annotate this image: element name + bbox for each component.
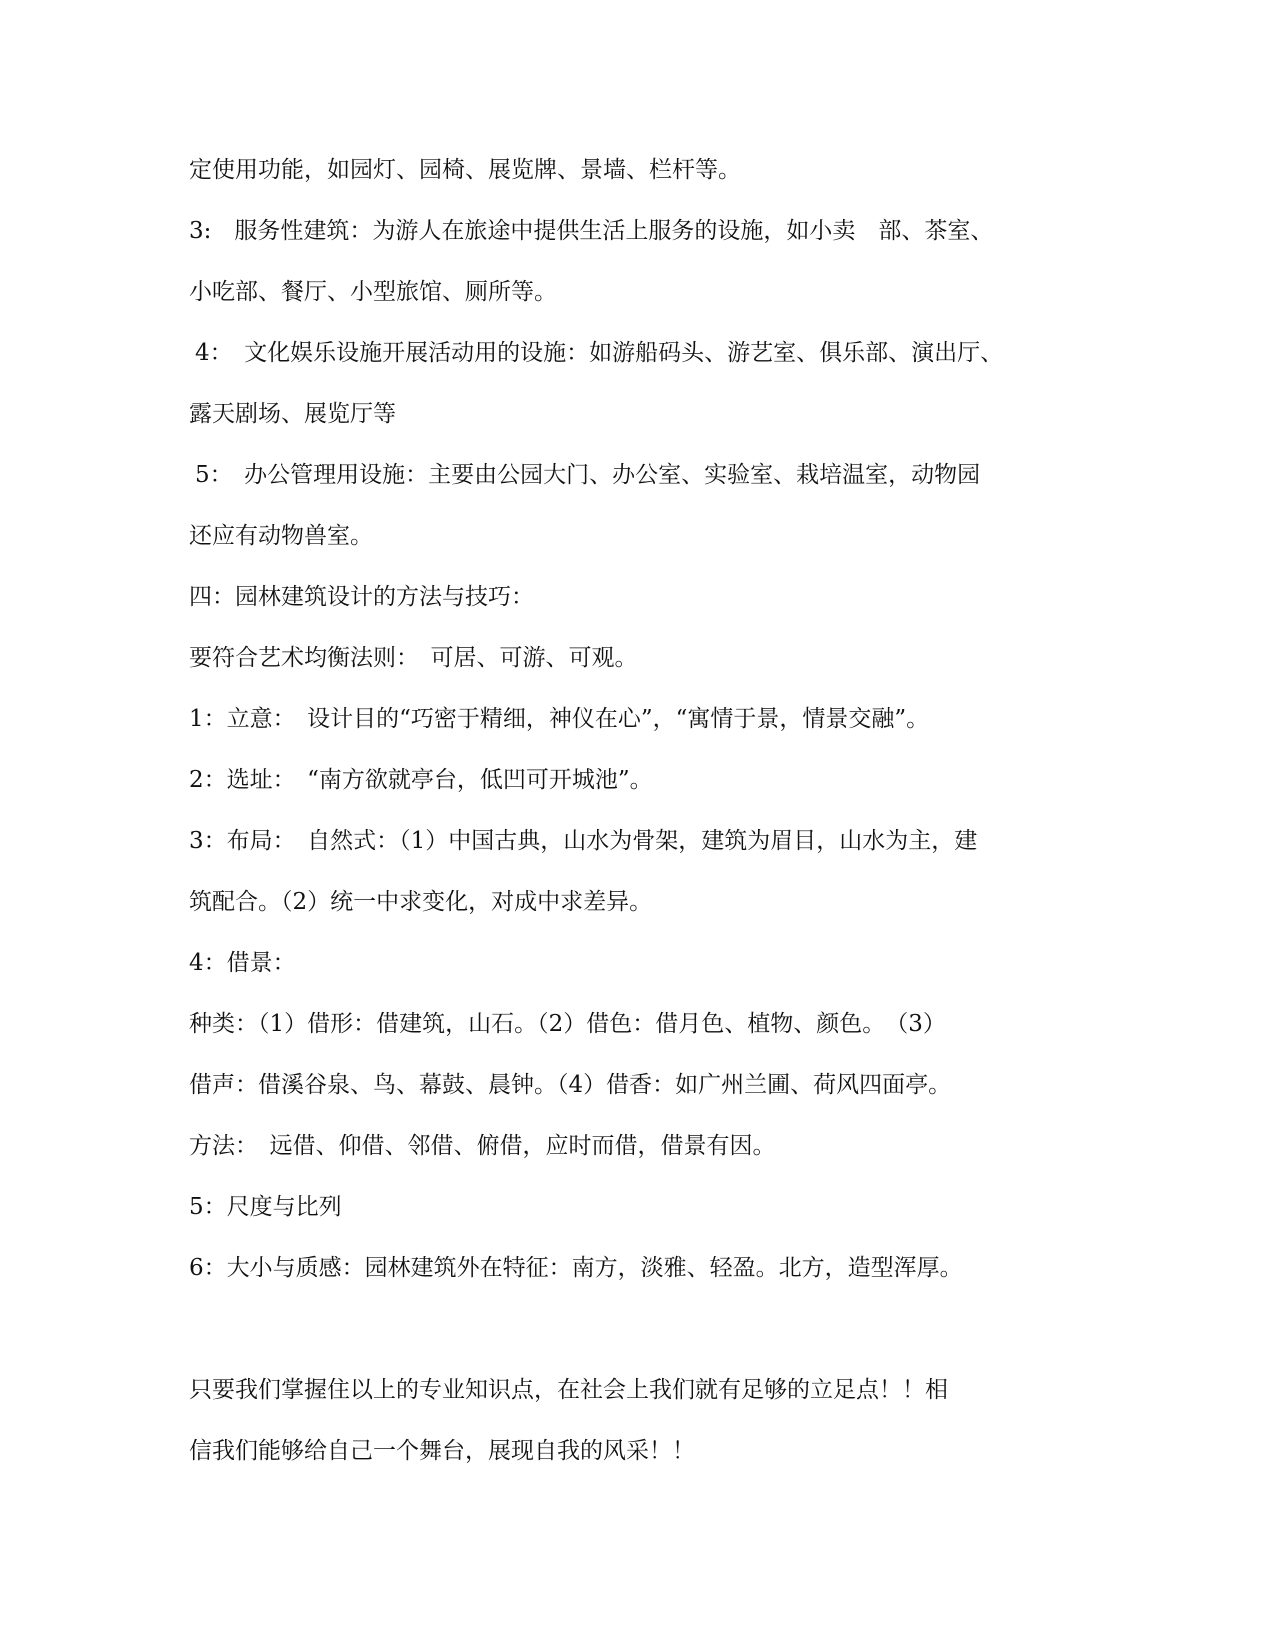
text-line: 3：布局： 自然式：（1）中国古典，山水为骨架，建筑为眉目，山水为主，建	[189, 828, 978, 854]
text-line: 3: 服务性建筑：为游人在旅途中提供生活上服务的设施，如小卖 部、茶室、	[189, 218, 994, 244]
text-line: 4： 文化娱乐设施开展活动用的设施：如游船码头、游艺室、俱乐部、演出厅、	[195, 340, 1004, 366]
text-line: 种类：（1）借形：借建筑，山石。（2）借色：借月色、植物、颜色。 （3）	[189, 1011, 946, 1037]
document-body	[189, 140, 1089, 1482]
text-line: 还应有动物兽室。	[189, 523, 373, 549]
text-line: 4：借景：	[189, 950, 296, 976]
closing-line: 只要我们掌握住以上的专业知识点，在社会上我们就有足够的立足点！！相	[189, 1377, 948, 1403]
text-line: 5： 办公管理用设施：主要由公园大门、办公室、实验室、栽培温室，动物园	[195, 462, 981, 488]
paragraph-spacer	[189, 1299, 1089, 1360]
text-line: 小吃部、餐厅、小型旅馆、厕所等。	[189, 279, 557, 305]
text-line: 定使用功能，如园灯、园椅、展览牌、景墙、栏杆等。	[189, 157, 741, 183]
closing-line: 信我们能够给自己一个舞台，展现自我的风采！！	[189, 1438, 695, 1464]
text-line: 6：大小与质感：园林建筑外在特征：南方，淡雅、轻盈。北方，造型浑厚。	[189, 1255, 963, 1281]
text-line: 筑配合。（2）统一中求变化，对成中求差异。	[189, 889, 653, 915]
text-line: 方法： 远借、仰借、邻借、俯借，应时而借，借景有因。	[189, 1133, 776, 1159]
text-line: 1：立意： 设计目的“巧密于精细，神仪在心”，“寓情于景，情景交融”。	[189, 706, 930, 732]
text-line: 露天剧场、展览厅等	[189, 401, 396, 427]
section-heading: 四：园林建筑设计的方法与技巧：	[189, 584, 534, 610]
text-line: 5：尺度与比列	[189, 1194, 342, 1220]
text-line: 要符合艺术均衡法则： 可居、可游、可观。	[189, 645, 638, 671]
text-line: 借声：借溪谷泉、鸟、幕鼓、晨钟。（4）借香：如广州兰圃、荷风四面亭。	[189, 1072, 952, 1098]
text-line: 2：选址： “南方欲就亭台，低凹可开城池”。	[189, 767, 653, 793]
